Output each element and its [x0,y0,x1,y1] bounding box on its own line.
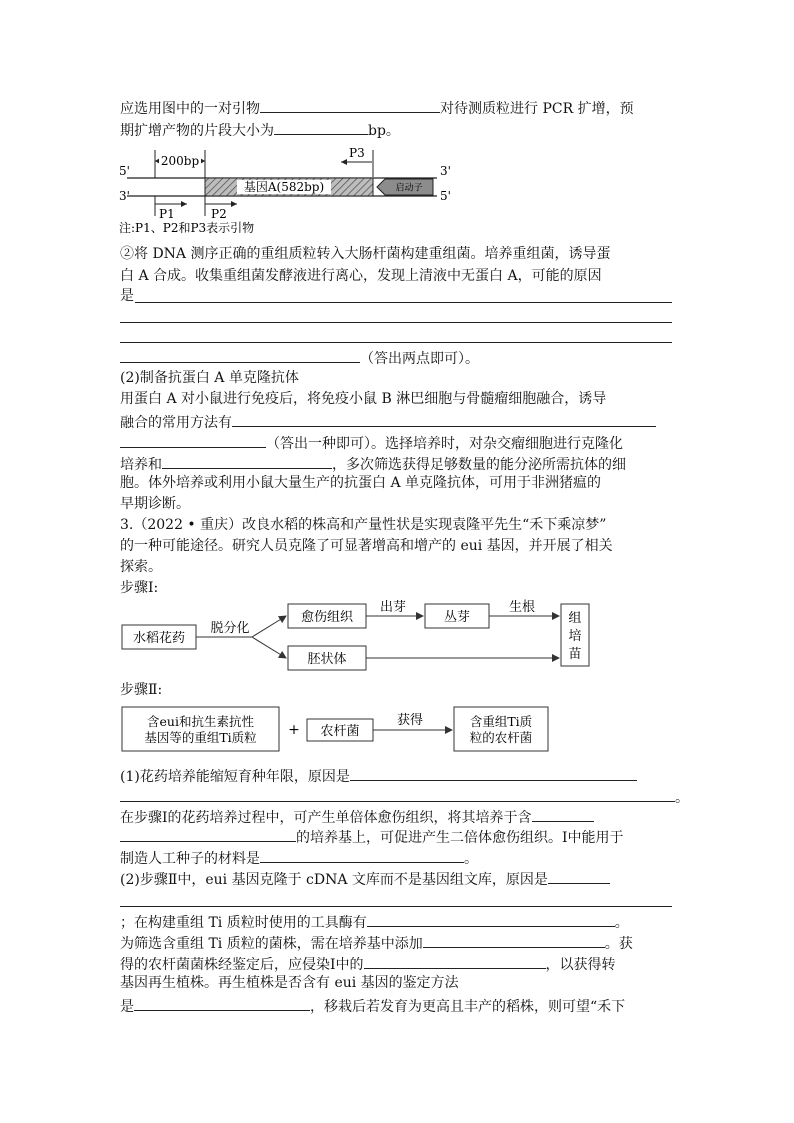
text: ，多次筛选获得足够数量的能分泌所需抗体的细 [332,457,626,473]
top-right-3prime: 3' [440,164,451,178]
q3-b-line-3 [120,911,629,932]
step-2-label: 步骤Ⅱ: [120,682,163,698]
callus-label: 愈伤组织 [300,610,354,625]
q3-b-line-6: 基因再生植株。再生植株是否含有 eui 基因的鉴定方法 [120,975,459,991]
agrobacterium-label: 农杆菌 [320,724,360,739]
shoots-label: 丛芽 [443,610,471,625]
antibody-line-4 [120,453,626,474]
answer-blank[interactable] [134,995,310,1011]
plus-sign: + [288,722,300,738]
text: 应选用图中的一对引物 [120,101,260,117]
p3-arrowhead [341,159,347,165]
antibody-line-2 [120,411,656,432]
answer-blank[interactable] [423,932,605,948]
antibody-line-6: 早期诊断。 [120,496,190,512]
q2-line-1: ②将 DNA 测序正确的重组质粒转入大肠杆菌构建重组菌。培养重组菌，诱导蛋 [120,246,611,262]
q3-a-line-1 [120,765,637,786]
promoter-label: 启动子 [395,183,423,194]
embryoid-label: 胚状体 [307,652,347,667]
answer-blank[interactable] [367,911,615,927]
text: 是 [120,288,134,304]
plasmid-label-1: 含eui和抗生素抗性 [147,714,254,729]
anther-culture-flow [118,598,598,674]
dediff-label: 脱分化 [210,621,250,636]
text: (1)花药培养能缩短育种年限，原因是 [120,769,350,785]
answer-line[interactable] [120,342,672,343]
text: 对待测质粒进行 PCR 扩增，预 [440,101,634,117]
top-left-5prime: 5' [119,164,130,178]
text: 。 [464,851,478,867]
plantlet-char-3: 苗 [568,647,582,662]
antibody-line-1: 用蛋白 A 对小鼠进行免疫后，将免疫小鼠 B 淋巴细胞与骨髓瘤细胞融合，诱导 [120,391,607,407]
q3-a-line-5 [120,847,478,868]
q2-line-6 [120,347,479,368]
text: 制造人工种子的材料是 [120,851,260,867]
result-label-1: 含重组Ti质 [469,714,533,729]
label-200bp: 200bp [160,154,200,168]
gene-a-label: 基因A(582bp) [243,180,325,194]
text: （答出一种即可）。选择培养时，对杂交瘤细胞进行克隆化 [266,436,623,452]
text: ，以获得转 [545,957,616,973]
dna-primer-diagram [115,144,465,236]
antibody-line-5: 胞。体外培养或利用小鼠大量生产的抗蛋白 A 单克隆抗体，可用于非洲猪瘟的 [120,475,602,491]
label-p2: P2 [211,207,227,221]
primer-question-line-1 [120,97,634,118]
obtain-label: 获得 [396,713,424,728]
text: 期扩增产物的片段大小为 [120,123,274,139]
bottom-left-3prime: 3' [119,189,130,203]
text: 。 [675,790,689,806]
text: 。 [614,915,629,931]
label-p3: P3 [349,146,365,160]
text: ；在构建重组 Ti 质粒时使用的工具酶有 [120,915,367,931]
answer-blank[interactable] [120,432,266,448]
q2-line-3 [120,287,134,305]
p2-arrowhead [231,201,237,207]
plasmid-label-2: 基因等的重组Ti质粒 [144,730,257,745]
figure-note: 注:P1、P2和P3表示引物 [119,221,255,235]
antibody-title: (2)制备抗蛋白 A 单克隆抗体 [120,370,299,386]
primer-question-line-2 [120,119,400,140]
text: （答出两点即可）。 [360,351,479,367]
answer-blank[interactable] [232,411,656,427]
q2-line-2: 白 A 合成。收集重组菌发酵液进行离心，发现上清液中无蛋白 A，可能的原因 [120,268,602,284]
answer-blank[interactable] [260,97,440,113]
q3-b-line-1 [120,868,610,889]
answer-blank[interactable] [532,806,594,822]
text: 在步骤Ⅰ的花药培养过程中，可产生单倍体愈伤组织，将其培养于含 [120,810,532,826]
answer-line[interactable] [135,302,672,303]
q3-a-line-3 [120,806,594,827]
answer-line[interactable] [120,322,672,323]
bottom-right-5prime: 5' [440,189,451,203]
answer-line[interactable] [120,906,672,907]
q3-b-line-5 [120,953,616,974]
text: 得的农杆菌菌株经鉴定后，应侵染Ⅰ中的 [120,957,364,973]
anther-label: 水稻花药 [132,631,186,646]
answer-blank[interactable] [120,786,675,802]
q3-line-1: 3.（2022 • 重庆）改良水稻的株高和产量性状是实现袁隆平先生“禾下乘凉梦” [120,517,607,533]
text: 为筛选含重组 Ti 质粒的菌株，需在培养基中添加 [120,936,423,952]
answer-blank[interactable] [162,453,332,469]
q3-a-line-2 [120,786,689,807]
sprout-label: 出芽 [379,600,407,615]
answer-blank[interactable] [120,826,296,842]
answer-blank[interactable] [274,119,368,135]
q3-a-line-4 [120,826,624,847]
label-p1: P1 [159,207,175,221]
plantlet-char-2: 培 [568,629,582,644]
agrobacterium-flow [118,704,558,756]
plantlet-char-1: 组 [568,611,582,626]
antibody-line-3 [120,432,623,453]
text: 融合的常用方法有 [120,415,232,431]
answer-blank[interactable] [120,347,360,363]
text: ，移栽后若发育为更高且丰产的稻株，则可望“禾下 [310,999,626,1015]
answer-blank[interactable] [260,847,464,863]
arrow-to-callus [252,616,286,637]
text: 。获 [604,936,633,952]
text: 是 [120,999,134,1015]
q3-b-line-4 [120,932,633,953]
answer-blank[interactable] [548,868,610,884]
answer-blank[interactable] [350,765,637,781]
step-1-label: 步骤Ⅰ: [120,580,159,596]
text: 培养和 [120,457,162,473]
answer-blank[interactable] [364,953,546,969]
text: (2)步骤Ⅱ中，eui 基因克隆于 cDNA 文库而不是基因组文库，原因是 [120,872,548,888]
q3-line-3: 探索。 [120,559,162,575]
text: 的培养基上，可促进产生二倍体愈伤组织。Ⅰ中能用于 [296,830,624,846]
root-label: 生根 [508,600,536,615]
p1-arrowhead [181,201,187,207]
arrow-to-embryoid [252,637,286,658]
q3-line-2: 的一种可能途径。研究人员克隆了可显著增高和增产的 eui 基因，并开展了相关 [120,538,613,554]
text: bp。 [368,123,400,139]
q3-b-line-7 [120,995,625,1016]
result-label-2: 粒的农杆菌 [469,730,533,745]
